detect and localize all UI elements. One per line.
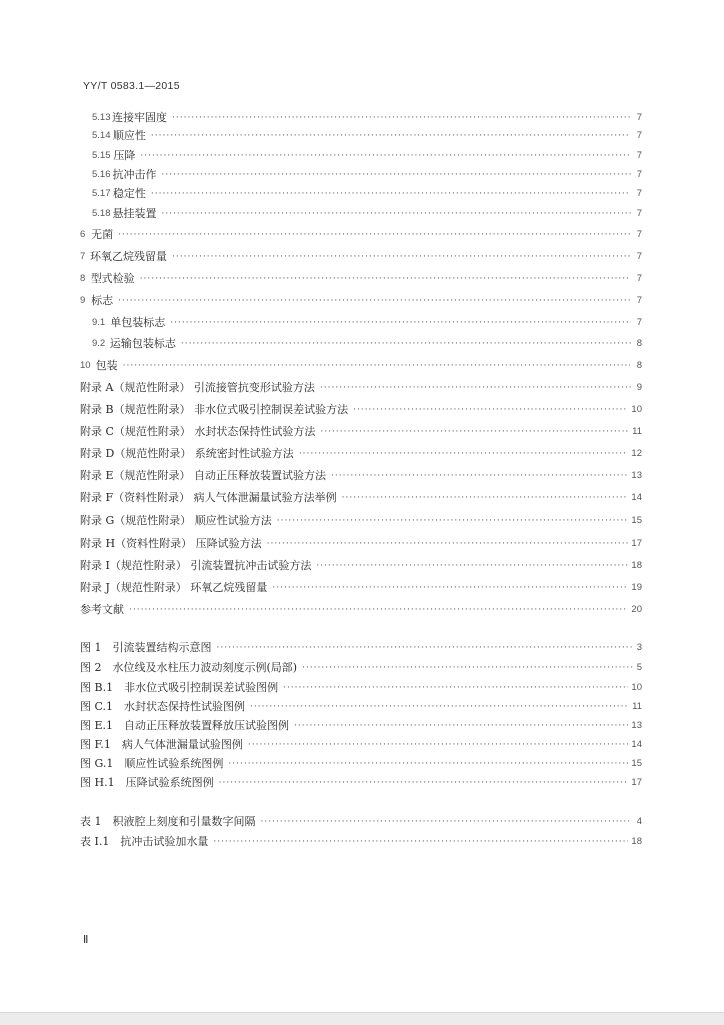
toc-entry-title: 表 1 积液腔上刻度和引量数字间隔 [80,815,256,828]
toc-entry-page: 13 [631,470,642,481]
toc-entry[interactable] [92,110,642,126]
toc-entry-title: 标志 [91,294,114,307]
leader-dots [353,402,628,418]
toc-entry-title: 型式检验 [90,272,135,285]
toc-entry-page: 7 [636,317,642,328]
leader-dots [123,358,630,374]
toc-entry-title: 稳定性 [112,187,146,200]
leader-dots [140,148,630,164]
toc-entry-title: 抗冲击作 [112,168,157,181]
toc-entry-number: 8 [80,273,86,284]
toc-entry-page: 3 [636,642,642,653]
toc-entry-title: 顺应性 [112,129,146,142]
toc-entry-figure[interactable] [80,775,642,791]
toc-entry-figure[interactable] [80,660,642,676]
toc-entry-number: 5.13 [92,112,111,123]
toc-entry-page: 14 [631,739,642,750]
toc-entry-table[interactable] [80,814,642,830]
toc-entry-number: 10 [80,360,91,371]
leader-dots [320,380,633,396]
leader-dots [217,640,632,656]
toc-entry-appendix[interactable] [80,580,642,596]
toc-entry-title: 图 C.1 水封状态保持性试验图例 [80,700,246,713]
leader-dots [248,737,629,753]
leader-dots [272,580,628,596]
toc-entry-page: 7 [636,273,642,284]
leader-dots [250,699,629,715]
scan-bottom-edge [0,1012,724,1025]
toc-entry[interactable] [80,227,642,243]
toc-entry-appendix[interactable] [80,446,642,462]
toc-entry-number: 5.15 [92,150,111,161]
page-number-roman: Ⅱ [83,934,89,946]
toc-entry-figure[interactable] [80,640,642,656]
toc-entry-number: 6 [80,229,86,240]
toc-entry-page: 11 [632,701,642,712]
toc-entry-title: 图 2 水位线及水柱压力波动刻度示例(局部) [80,661,298,674]
toc-entry-page: 10 [631,682,642,693]
toc-entry-appendix[interactable] [80,424,642,440]
toc-entry-title: 附录 D（规范性附录） 系统密封性试验方法 [80,447,294,460]
toc-entry-page: 18 [631,836,642,847]
toc-entry-title: 压降 [113,149,136,162]
toc-entry-page: 19 [631,582,642,593]
toc-entry-page: 7 [636,150,642,161]
toc-entry-page: 4 [636,816,642,827]
toc-entry-title: 包装 [95,359,118,372]
toc-entry-page: 15 [631,758,642,769]
toc-entry-page: 7 [636,112,642,123]
toc-entry-page: 7 [636,169,642,180]
toc-entry-figure[interactable] [80,737,642,753]
toc-entry-title: 参考文献 [80,603,124,616]
leader-dots [228,756,628,772]
leader-dots [283,680,628,696]
toc-entry[interactable] [80,249,642,265]
toc-entry-title: 表 I.1 抗冲击试验加水量 [80,835,209,848]
toc-entry-page: 18 [631,560,642,571]
leader-dots [294,718,628,734]
toc-entry-page: 10 [631,404,642,415]
toc-entry-page: 17 [631,538,642,549]
toc-entry-figure[interactable] [80,699,642,715]
toc-entry-title: 附录 J（规范性附录） 环氧乙烷残留量 [80,581,268,594]
toc-entry-page: 12 [631,448,642,459]
toc-entry-title: 附录 B（规范性附录） 非水位式吸引控制误差试验方法 [80,403,349,416]
toc-entry-number: 5.17 [92,188,111,199]
toc-entry-title: 附录 C（规范性附录） 水封状态保持性试验方法 [80,425,316,438]
toc-entry-title: 附录 G（规范性附录） 顺应性试验方法 [80,514,272,527]
toc-entry-page: 17 [631,777,642,788]
toc-entry[interactable] [92,315,642,331]
toc-entry-table[interactable] [80,834,642,850]
leader-dots [320,424,629,440]
toc-entry-number: 9.2 [92,338,106,349]
toc-entry-page: 7 [636,229,642,240]
toc-entry[interactable] [80,358,642,374]
leader-dots [181,336,631,352]
toc-entry-page: 11 [632,426,642,437]
toc-entry-page: 8 [636,338,642,349]
toc-entry-title: 图 1 引流装置结构示意图 [80,641,212,654]
toc-entry-appendix[interactable] [80,468,642,484]
leader-dots [267,536,629,552]
toc-entry[interactable] [80,271,642,287]
toc-entry-title: 图 F.1 病人气体泄漏量试验图例 [80,738,243,751]
leader-dots [161,167,630,183]
toc-entry-title: 图 G.1 顺应性试验系统图例 [80,757,224,770]
leader-dots [172,249,631,265]
toc-entry-title: 附录 H（资料性附录） 压降试验方法 [80,537,262,550]
toc-entry-appendix[interactable] [80,402,642,418]
toc-entry-page: 7 [636,130,642,141]
toc-entry[interactable] [92,336,642,352]
leader-dots [316,558,628,574]
toc-entry-figure[interactable] [80,680,642,696]
toc-entry-title: 附录 F（资料性附录） 病人气体泄漏量试验方法举例 [80,491,337,504]
toc-entry-references[interactable] [80,602,642,618]
leader-dots [118,293,630,309]
toc-entry-number: 9 [80,295,86,306]
toc-entry-title: 悬挂装置 [112,207,157,220]
toc-entry-title: 无菌 [91,228,114,241]
toc-entry-page: 15 [631,515,642,526]
toc-entry-page: 14 [631,492,642,503]
toc-entry-title: 单包装标志 [110,316,166,329]
toc-entry-page: 8 [636,360,642,371]
toc-entry-title: 附录 I（规范性附录） 引流装置抗冲击试验方法 [80,559,312,572]
leader-dots [129,602,628,618]
toc-entry-page: 7 [636,188,642,199]
toc-entry-title: 图 H.1 压降试验系统图例 [80,776,214,789]
toc-entry[interactable] [80,293,642,309]
toc-entry-number: 5.16 [92,169,111,180]
toc-entry-title: 图 E.1 自动正压释放装置释放压试验图例 [80,719,290,732]
toc-entry-page: 7 [636,295,642,306]
toc-entry-title: 运输包装标志 [109,337,176,350]
toc-entry-title: 连接牢固度 [112,111,167,124]
leader-dots [140,271,631,287]
toc-entry-title: 环氧乙烷残留量 [90,250,167,263]
toc-entry-figure[interactable] [80,718,642,734]
leader-dots [172,110,631,126]
leader-dots [213,834,628,850]
document-code-header: YY/T 0583.1—2015 [83,80,180,92]
toc-entry-title: 附录 A（规范性附录） 引流接管抗变形试验方法 [80,381,315,394]
toc-entry-appendix[interactable] [80,536,642,552]
leader-dots [170,315,630,331]
toc-entry-figure[interactable] [80,756,642,772]
leader-dots [331,468,628,484]
leader-dots [151,186,630,202]
toc-entry-title: 图 B.1 非水位式吸引控制误差试验图例 [80,681,279,694]
toc-entry-page: 13 [631,720,642,731]
leader-dots [342,490,629,506]
leader-dots [151,128,630,144]
toc-entry[interactable] [92,206,642,222]
toc-entry-appendix[interactable] [80,513,642,529]
toc-entry-page: 7 [636,251,642,262]
toc-entry-page: 7 [636,208,642,219]
toc-entry-title: 附录 E（规范性附录） 自动正压释放装置试验方法 [80,469,327,482]
toc-entry-number: 5.18 [92,208,111,219]
toc-entry[interactable] [92,167,642,183]
toc-entry-appendix[interactable] [80,380,642,396]
toc-entry-appendix[interactable] [80,558,642,574]
toc-entry-page: 5 [636,662,642,673]
toc-entry-number: 9.1 [92,317,106,328]
toc-entry-appendix[interactable] [80,490,642,506]
toc-entry-number: 5.14 [92,130,111,141]
leader-dots [261,814,633,830]
leader-dots [118,227,630,243]
leader-dots [219,775,629,791]
leader-dots [302,660,633,676]
leader-dots [299,446,629,462]
leader-dots [161,206,630,222]
toc-entry-page: 9 [636,382,642,393]
toc-entry-number: 7 [80,251,86,262]
toc-entry-page: 20 [631,604,642,615]
toc-entry[interactable] [92,148,642,164]
toc-entry[interactable] [92,186,642,202]
leader-dots [277,513,629,529]
toc-entry[interactable] [92,128,642,144]
